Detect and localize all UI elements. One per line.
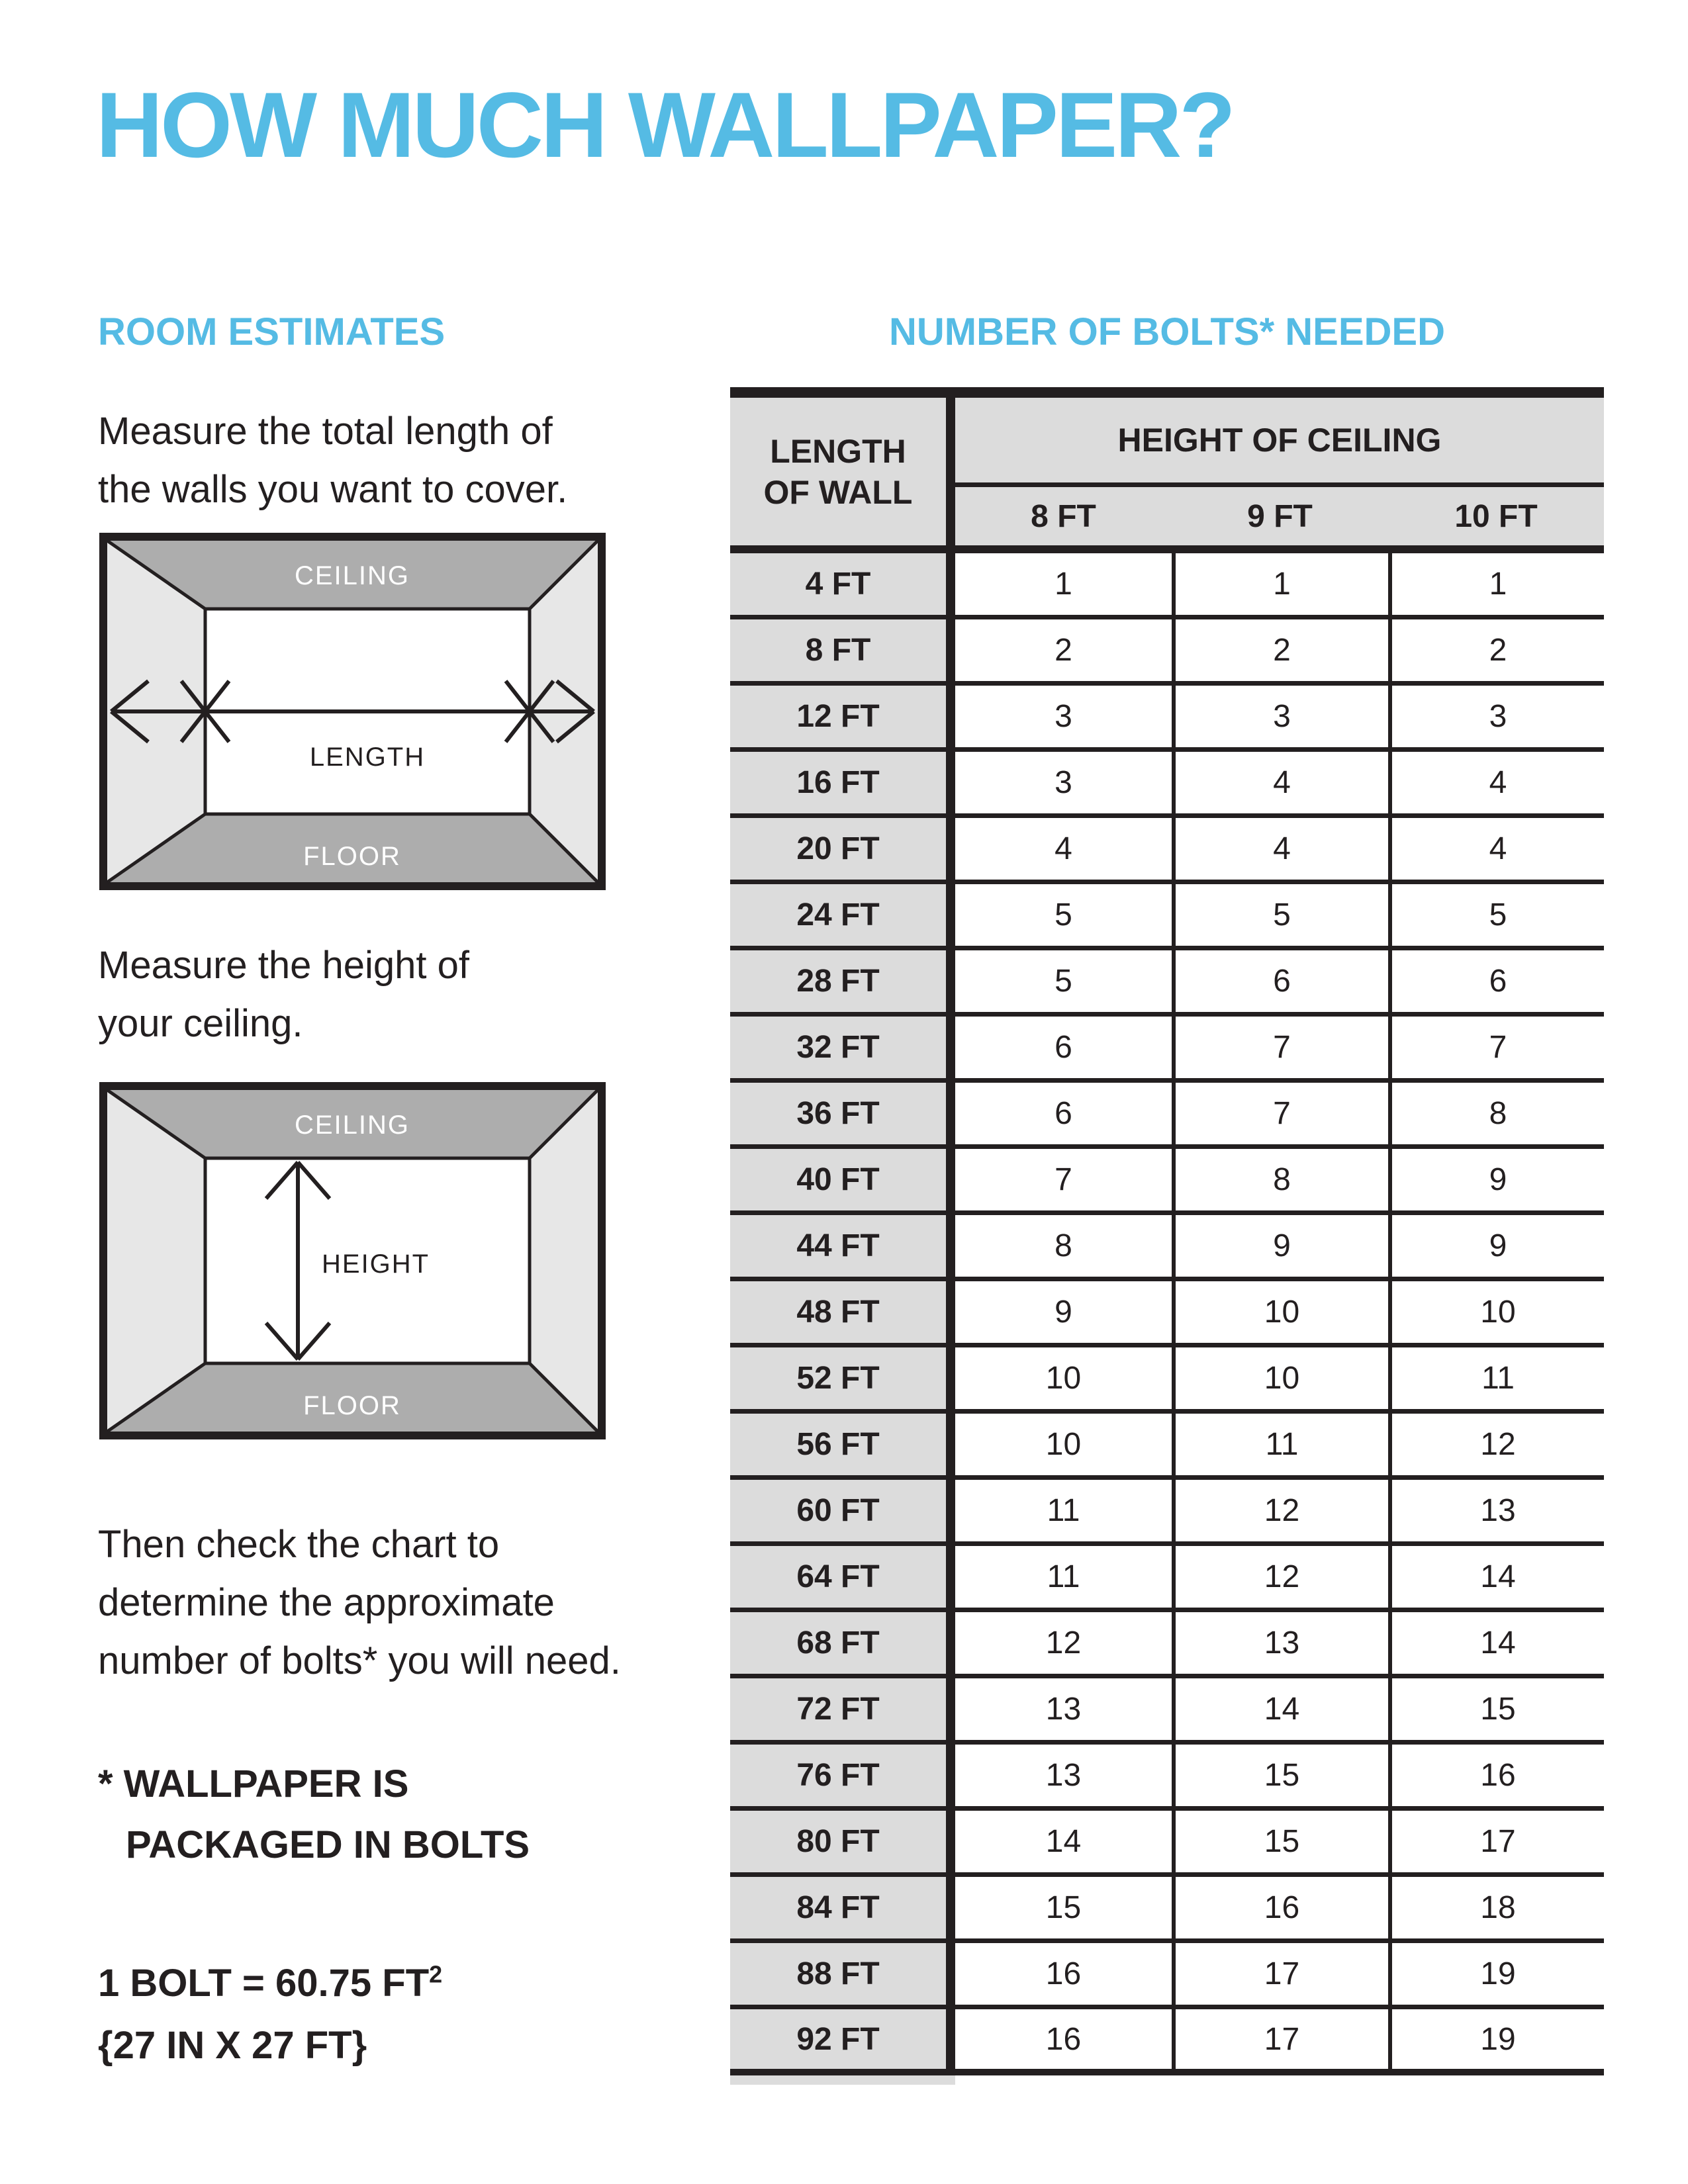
wall-length-cell: 56 FT xyxy=(730,1414,955,1480)
bolts-8ft-cell: 5 xyxy=(955,950,1172,1017)
bolts-10ft-cell: 5 xyxy=(1388,884,1604,950)
bolts-8ft-cell: 3 xyxy=(955,752,1172,818)
bolts-9ft-cell: 5 xyxy=(1172,884,1388,950)
bolts-10ft-cell: 11 xyxy=(1388,1347,1604,1414)
table-row xyxy=(730,1017,1604,1083)
bolts-9ft-cell: 9 xyxy=(1172,1215,1388,1281)
page-title: HOW MUCH WALLPAPER? xyxy=(96,73,1233,177)
squared-superscript: 2 xyxy=(429,1960,443,1988)
instruction-check-chart xyxy=(98,1516,621,1690)
bolts-10ft-cell: 15 xyxy=(1388,1678,1604,1745)
instruction-line: determine the approximate xyxy=(98,1581,555,1624)
table-row xyxy=(730,1149,1604,1215)
bolts-10ft-cell: 6 xyxy=(1388,950,1604,1017)
wall-length-cell: 60 FT xyxy=(730,1480,955,1546)
wall-length-cell: 44 FT xyxy=(730,1215,955,1281)
bolts-8ft-cell: 13 xyxy=(955,1678,1172,1745)
bolts-8ft-cell: 8 xyxy=(955,1215,1172,1281)
wall-length-cell: 72 FT xyxy=(730,1678,955,1745)
bolts-8ft-cell: 12 xyxy=(955,1612,1172,1678)
wall-length-cell: 36 FT xyxy=(730,1083,955,1149)
instruction-line: Measure the total length of xyxy=(98,410,553,453)
bolts-10ft-cell: 16 xyxy=(1388,1745,1604,1811)
length-of-wall-header xyxy=(730,387,955,553)
bolts-8ft-cell: 9 xyxy=(955,1281,1172,1347)
bolt-dimensions: {27 IN X 27 FT} xyxy=(98,2024,367,2067)
wall-length-cell: 32 FT xyxy=(730,1017,955,1083)
bolts-8ft-cell: 13 xyxy=(955,1745,1172,1811)
bolt-equation xyxy=(98,1952,442,2015)
bolts-9ft-cell: 13 xyxy=(1172,1612,1388,1678)
bolts-table xyxy=(730,387,1604,2075)
instruction-line: Then check the chart to xyxy=(98,1523,500,1566)
bolts-9ft-cell: 11 xyxy=(1172,1414,1388,1480)
bolts-9ft-cell: 4 xyxy=(1172,752,1388,818)
bolts-needed-heading: NUMBER OF BOLTS* NEEDED xyxy=(889,310,1445,353)
bolts-8ft-cell: 5 xyxy=(955,884,1172,950)
bolts-9ft-cell: 10 xyxy=(1172,1347,1388,1414)
wall-length-cell: 64 FT xyxy=(730,1546,955,1612)
length-of-wall-header-line: LENGTH xyxy=(770,432,906,470)
table-row xyxy=(730,1877,1604,1943)
wall-length-cell: 48 FT xyxy=(730,1281,955,1347)
table-row xyxy=(730,686,1604,752)
instruction-line: your ceiling. xyxy=(98,1002,303,1045)
bolts-9ft-cell: 7 xyxy=(1172,1083,1388,1149)
floor-label: FLOOR xyxy=(303,842,401,871)
bolts-9ft-cell: 8 xyxy=(1172,1149,1388,1215)
table-row xyxy=(730,884,1604,950)
table-row xyxy=(730,2009,1604,2075)
room-height-diagram xyxy=(99,1082,606,1439)
bolts-8ft-cell: 10 xyxy=(955,1347,1172,1414)
ceiling-label: CEILING xyxy=(294,1111,410,1140)
table-row xyxy=(730,1414,1604,1480)
wall-length-cell: 40 FT xyxy=(730,1149,955,1215)
table-row xyxy=(730,1480,1604,1546)
wall-length-cell: 20 FT xyxy=(730,818,955,884)
table-row xyxy=(730,1811,1604,1877)
table-row xyxy=(730,1347,1604,1414)
bolts-9ft-cell: 17 xyxy=(1172,1943,1388,2009)
table-row xyxy=(730,1215,1604,1281)
instruction-measure-height xyxy=(98,936,469,1053)
instruction-line: number of bolts* you will need. xyxy=(98,1639,621,1682)
bolts-9ft-cell: 3 xyxy=(1172,686,1388,752)
room-estimates-heading: ROOM ESTIMATES xyxy=(98,310,445,353)
bolts-9ft-cell: 7 xyxy=(1172,1017,1388,1083)
wall-length-cell: 8 FT xyxy=(730,619,955,686)
column-header-8ft: 8 FT xyxy=(955,487,1172,553)
column-header-9ft: 9 FT xyxy=(1172,487,1388,553)
instruction-line: the walls you want to cover. xyxy=(98,468,568,511)
bolts-10ft-cell: 1 xyxy=(1388,553,1604,619)
bolts-9ft-cell: 14 xyxy=(1172,1678,1388,1745)
table-row xyxy=(730,1943,1604,2009)
bolts-10ft-cell: 4 xyxy=(1388,818,1604,884)
table-row xyxy=(730,1083,1604,1149)
bolts-10ft-cell: 3 xyxy=(1388,686,1604,752)
bolts-9ft-cell: 10 xyxy=(1172,1281,1388,1347)
bolts-10ft-cell: 8 xyxy=(1388,1083,1604,1149)
wall-length-cell: 84 FT xyxy=(730,1877,955,1943)
bolts-9ft-cell: 1 xyxy=(1172,553,1388,619)
bolts-8ft-cell: 1 xyxy=(955,553,1172,619)
height-of-ceiling-header: HEIGHT OF CEILING xyxy=(955,387,1604,487)
table-row xyxy=(730,752,1604,818)
bolts-8ft-cell: 15 xyxy=(955,1877,1172,1943)
floor-label: FLOOR xyxy=(303,1391,401,1420)
bolts-10ft-cell: 9 xyxy=(1388,1215,1604,1281)
table-left-column-tail xyxy=(730,2075,955,2085)
bolts-9ft-cell: 6 xyxy=(1172,950,1388,1017)
bolts-10ft-cell: 7 xyxy=(1388,1017,1604,1083)
table-row xyxy=(730,619,1604,686)
bolts-10ft-cell: 17 xyxy=(1388,1811,1604,1877)
wall-length-cell: 52 FT xyxy=(730,1347,955,1414)
bolts-8ft-cell: 7 xyxy=(955,1149,1172,1215)
bolts-8ft-cell: 11 xyxy=(955,1480,1172,1546)
bolts-10ft-cell: 18 xyxy=(1388,1877,1604,1943)
bolts-8ft-cell: 16 xyxy=(955,1943,1172,2009)
bolts-10ft-cell: 2 xyxy=(1388,619,1604,686)
length-label: LENGTH xyxy=(309,743,426,772)
table-row xyxy=(730,950,1604,1017)
bolts-10ft-cell: 4 xyxy=(1388,752,1604,818)
bolts-10ft-cell: 9 xyxy=(1388,1149,1604,1215)
length-of-wall-header-line: OF WALL xyxy=(763,473,913,511)
bolts-10ft-cell: 19 xyxy=(1388,1943,1604,2009)
wall-length-cell: 88 FT xyxy=(730,1943,955,2009)
table-row xyxy=(730,1281,1604,1347)
bolts-9ft-cell: 12 xyxy=(1172,1480,1388,1546)
wall-length-cell: 16 FT xyxy=(730,752,955,818)
bolts-9ft-cell: 2 xyxy=(1172,619,1388,686)
bolts-table-container xyxy=(730,387,1604,2085)
bolts-10ft-cell: 12 xyxy=(1388,1414,1604,1480)
footnote-line: PACKAGED IN BOLTS xyxy=(126,1823,530,1866)
bolts-10ft-cell: 19 xyxy=(1388,2009,1604,2075)
bolts-8ft-cell: 10 xyxy=(955,1414,1172,1480)
bolts-10ft-cell: 10 xyxy=(1388,1281,1604,1347)
table-row xyxy=(730,553,1604,619)
bolts-9ft-cell: 4 xyxy=(1172,818,1388,884)
wall-length-cell: 68 FT xyxy=(730,1612,955,1678)
wall-length-cell: 92 FT xyxy=(730,2009,955,2075)
bolt-equation-text: 1 BOLT = 60.75 FT xyxy=(98,1962,430,2005)
instruction-measure-length xyxy=(98,402,567,519)
wall-length-cell: 24 FT xyxy=(730,884,955,950)
bolts-9ft-cell: 16 xyxy=(1172,1877,1388,1943)
instruction-line: Measure the height of xyxy=(98,944,470,987)
bolts-8ft-cell: 6 xyxy=(955,1017,1172,1083)
bolts-8ft-cell: 11 xyxy=(955,1546,1172,1612)
room-length-diagram xyxy=(99,533,606,890)
column-header-10ft: 10 FT xyxy=(1388,487,1604,553)
wall-length-cell: 80 FT xyxy=(730,1811,955,1877)
bolt-table-body xyxy=(730,553,1604,2075)
wall-length-cell: 76 FT xyxy=(730,1745,955,1811)
bolts-9ft-cell: 15 xyxy=(1172,1811,1388,1877)
bolts-9ft-cell: 12 xyxy=(1172,1546,1388,1612)
bolts-8ft-cell: 6 xyxy=(955,1083,1172,1149)
table-row xyxy=(730,1546,1604,1612)
bolts-8ft-cell: 2 xyxy=(955,619,1172,686)
bolts-9ft-cell: 15 xyxy=(1172,1745,1388,1811)
wall-length-cell: 12 FT xyxy=(730,686,955,752)
bolts-8ft-cell: 3 xyxy=(955,686,1172,752)
bolts-10ft-cell: 14 xyxy=(1388,1546,1604,1612)
bolt-footnote xyxy=(98,1754,530,1876)
bolts-8ft-cell: 14 xyxy=(955,1811,1172,1877)
table-row xyxy=(730,1612,1604,1678)
bolts-9ft-cell: 17 xyxy=(1172,2009,1388,2075)
footnote-line: * WALLPAPER IS xyxy=(98,1762,409,1805)
height-label: HEIGHT xyxy=(322,1250,430,1279)
table-row xyxy=(730,1745,1604,1811)
bolts-8ft-cell: 16 xyxy=(955,2009,1172,2075)
bolts-10ft-cell: 13 xyxy=(1388,1480,1604,1546)
ceiling-label: CEILING xyxy=(294,561,410,590)
bolt-size-info xyxy=(98,1952,442,2077)
wall-length-cell: 28 FT xyxy=(730,950,955,1017)
table-row xyxy=(730,1678,1604,1745)
table-row xyxy=(730,818,1604,884)
wall-length-cell: 4 FT xyxy=(730,553,955,619)
bolts-10ft-cell: 14 xyxy=(1388,1612,1604,1678)
bolts-8ft-cell: 4 xyxy=(955,818,1172,884)
